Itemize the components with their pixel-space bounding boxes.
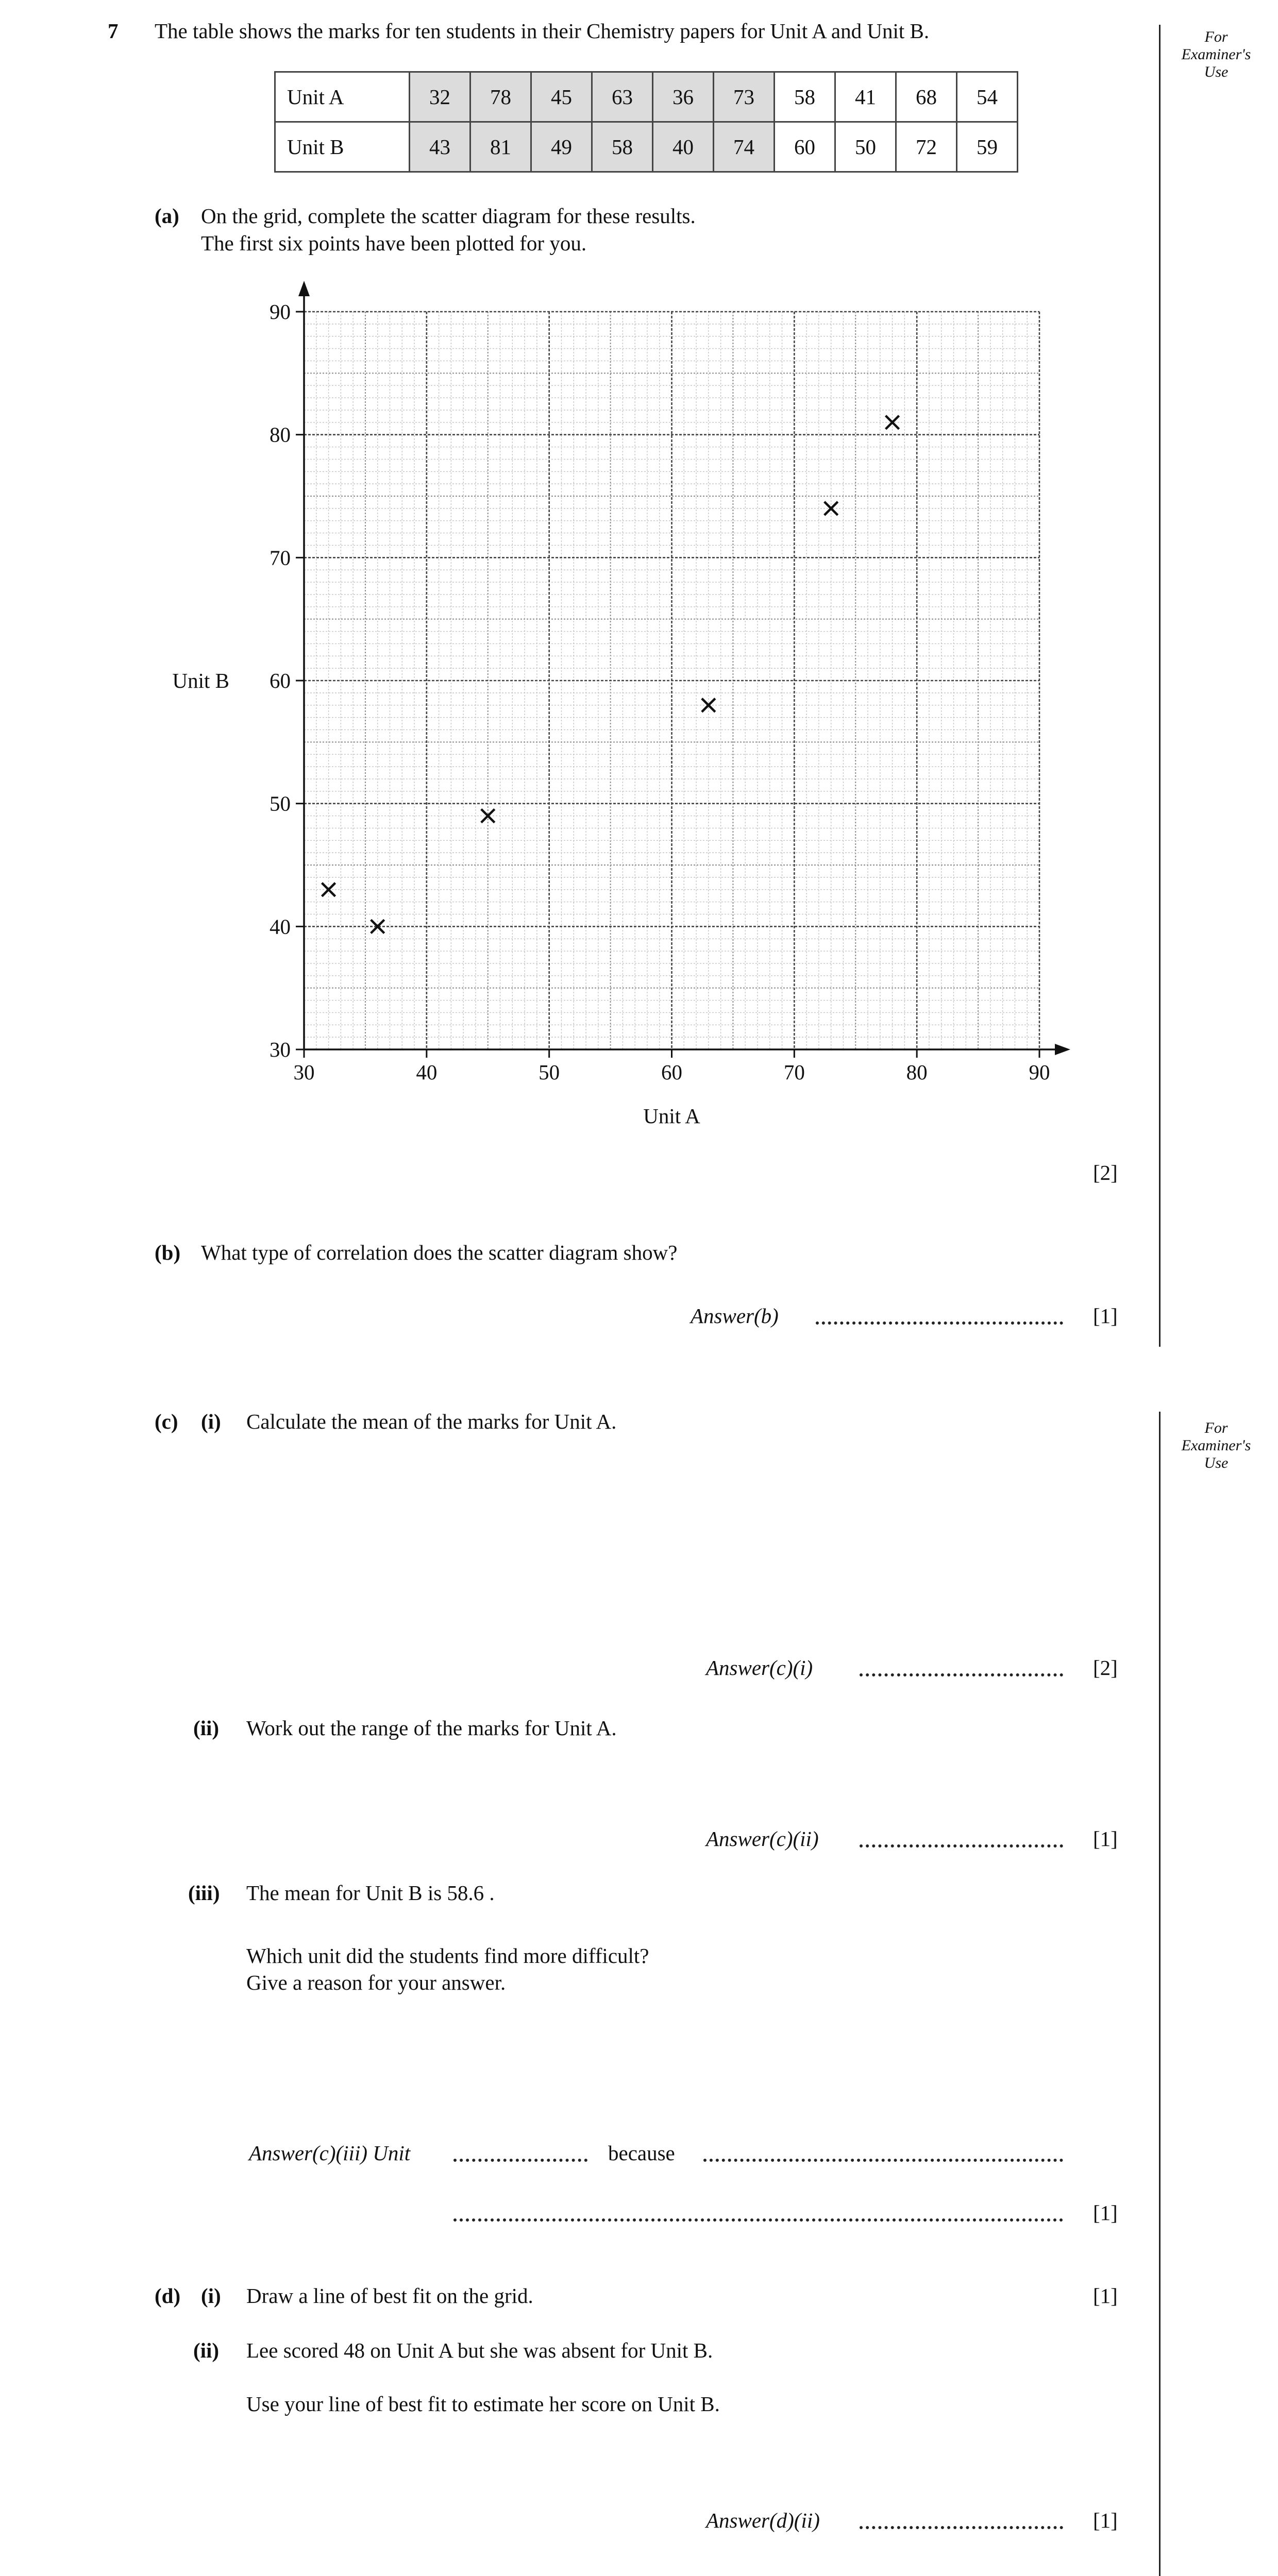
part-c-iii-reason-line-1[interactable]	[703, 2159, 1063, 2162]
part-a-marks: [2]	[1093, 1161, 1118, 1184]
table-cell: 68	[896, 72, 957, 122]
table-cell: 58	[775, 72, 835, 122]
examiner-margin-line-bottom	[1159, 1412, 1161, 2576]
table-cell: 32	[410, 72, 470, 122]
table-cell: 43	[410, 122, 470, 172]
part-a-line2: The first six points have been plotted for you.	[201, 231, 587, 255]
part-c-i-answer-line[interactable]	[860, 1673, 1063, 1676]
part-d-i-marks: [1]	[1093, 2284, 1118, 2308]
x-tick-label: 70	[783, 1060, 805, 1084]
part-d-ii-marks: [1]	[1093, 2509, 1118, 2532]
part-c-ii-marks: [1]	[1093, 1827, 1118, 1851]
part-d-ii-answer-label: Answer(d)(ii)	[706, 2509, 820, 2532]
table-cell: 59	[957, 122, 1018, 172]
table-cell: 49	[531, 122, 592, 172]
part-c-ii-answer-line[interactable]	[860, 1844, 1063, 1848]
part-c-iii-unit-answer-line[interactable]	[453, 2159, 587, 2162]
part-d-label: (d)	[155, 2284, 181, 2308]
x-tick-label: 30	[293, 1060, 315, 1084]
y-tick-label: 40	[270, 914, 291, 939]
part-c-iii-marks: [1]	[1093, 2201, 1118, 2225]
table-cell: 50	[835, 122, 896, 172]
part-d-ii-answer-line[interactable]	[860, 2526, 1063, 2529]
table-cell: 72	[896, 122, 957, 172]
y-axis-label: Unit B	[172, 669, 229, 692]
part-d-i-label: (i)	[201, 2284, 221, 2308]
table-cell: 40	[653, 122, 714, 172]
y-tick-label: 70	[270, 546, 291, 570]
x-tick-label: 60	[661, 1060, 682, 1084]
part-c-i-text: Calculate the mean of the marks for Unit A.	[246, 1410, 617, 1433]
part-c-iii-label: (iii)	[188, 1881, 220, 1905]
part-c-i-marks: [2]	[1093, 1656, 1118, 1680]
question-number: 7	[108, 19, 119, 43]
table-cell: 74	[714, 122, 775, 172]
part-d-ii-text2: Use your line of best fit to estimate her score on Unit B.	[246, 2392, 720, 2416]
part-c-iii-q2: Give a reason for your answer.	[246, 1971, 506, 1994]
part-b-marks: [1]	[1093, 1304, 1118, 1328]
x-tick-label: 80	[906, 1060, 928, 1084]
part-c-i-label: (i)	[201, 1410, 221, 1433]
question-intro: The table shows the marks for ten students in their Chemistry papers for Unit A and Unit B.	[155, 19, 930, 43]
part-c-ii-text: Work out the range of the marks for Unit A.	[246, 1716, 617, 1740]
part-c-iii-reason-line-2[interactable]	[453, 2218, 1063, 2222]
part-a-label: (a)	[155, 204, 179, 228]
part-b-answer-label: Answer(b)	[691, 1304, 779, 1328]
y-tick-label: 80	[270, 422, 291, 447]
table-cell: 78	[470, 72, 531, 122]
part-c-iii-q1: Which unit did the students find more difficult?	[246, 1944, 649, 1968]
examiner-use-label-top: For Examiner's Use	[1181, 28, 1251, 80]
x-axis-label: Unit A	[643, 1104, 700, 1128]
y-tick-label: 60	[270, 669, 291, 692]
x-tick-label: 90	[1029, 1060, 1050, 1084]
part-c-iii-text: The mean for Unit B is 58.6 .	[246, 1881, 495, 1905]
table-cell: 73	[714, 72, 775, 122]
x-tick-label: 40	[416, 1060, 438, 1084]
table-cell: 54	[957, 72, 1018, 122]
part-c-ii-label: (ii)	[193, 1716, 220, 1740]
part-a-line1: On the grid, complete the scatter diagram for these results.	[201, 204, 696, 228]
part-b-answer-line[interactable]	[816, 1321, 1063, 1325]
part-c-iii-because: because	[608, 2141, 675, 2165]
table-cell: 63	[592, 72, 653, 122]
table-cell: 41	[835, 72, 896, 122]
table-row-label: Unit A	[275, 72, 410, 122]
part-d-ii-label: (ii)	[193, 2338, 220, 2362]
part-c-label: (c)	[155, 1410, 178, 1433]
x-tick-label: 50	[539, 1060, 560, 1084]
y-tick-label: 90	[270, 300, 291, 324]
y-tick-label: 30	[270, 1038, 291, 1061]
y-tick-label: 50	[270, 791, 291, 816]
part-c-iii-answer-label: Answer(c)(iii) Unit	[249, 2141, 411, 2165]
table-row-label: Unit B	[275, 122, 410, 172]
part-d-ii-text: Lee scored 48 on Unit A but she was absent for Unit B.	[246, 2338, 713, 2362]
y-axis-arrow	[298, 281, 310, 296]
table-cell: 36	[653, 72, 714, 122]
examiner-use-label-bottom: For Examiner's Use	[1181, 1419, 1251, 1471]
table-cell: 81	[470, 122, 531, 172]
scatter-diagram[interactable]	[0, 0, 1278, 1159]
table-cell: 58	[592, 122, 653, 172]
x-axis-arrow	[1055, 1044, 1070, 1055]
part-b-text: What type of correlation does the scatter diagram show?	[201, 1241, 678, 1264]
data-point-cross	[481, 809, 495, 823]
table-cell: 60	[775, 122, 835, 172]
part-c-ii-answer-label: Answer(c)(ii)	[706, 1827, 819, 1851]
table-cell: 45	[531, 72, 592, 122]
part-c-i-answer-label: Answer(c)(i)	[706, 1656, 813, 1680]
part-b-label: (b)	[155, 1241, 181, 1264]
part-d-i-text: Draw a line of best fit on the grid.	[246, 2284, 533, 2308]
